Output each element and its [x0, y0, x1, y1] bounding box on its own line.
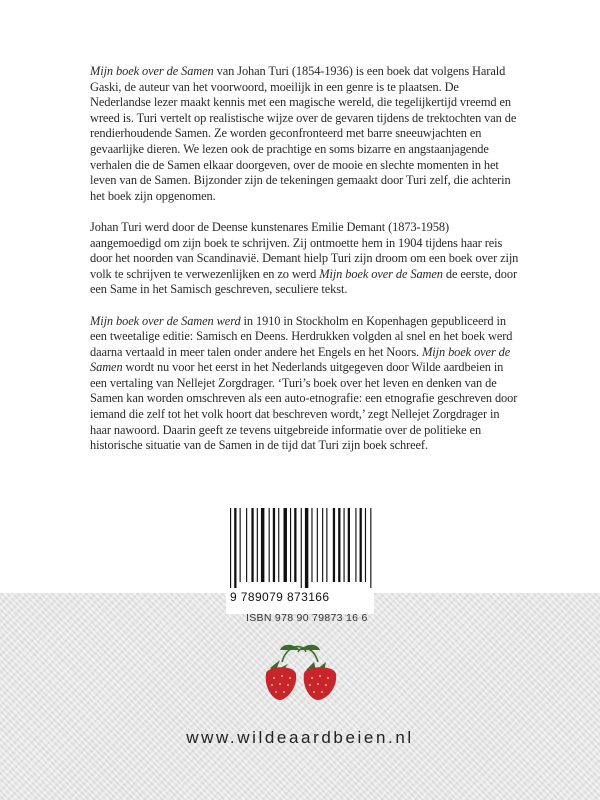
book-title: Mijn boek over de Samen werd: [90, 313, 241, 328]
paragraph: [90, 64, 520, 204]
body-text: [90, 64, 520, 469]
book-title: Mijn boek over de Samen: [90, 64, 214, 78]
book-title: Mijn boek over de Samen: [90, 344, 511, 375]
website-link[interactable]: www.wildeaardbeien.nl: [186, 728, 414, 747]
text-run: van Johan Turi (1854-1936) is een boek dat volgens Harald Gaski, de auteur van het voorwoord, moeilijk in een genre is te plaatsen. De Nederlandse lezer maakt kennis met een magische wereld, die tegelijkertijd vreemd en wreed is. Turi vertelt op realistische wijze over de gevaren tijdens de trektochten van de rendierhoudende Samen. Ze worden geconfronteerd met barre sneeuwjachten en gevaarlijke dieren. We lezen ook de prachtige en soms bizarre en angstaanjagende verhalen die de Samen elkaar doorgeven, over de mooie en slechte momenten in het leven van de Samen. Bijzonder zijn de tekeningen gemaakt door Turi zelf, die achterin het boek zijn opgenomen.: [90, 64, 517, 203]
paragraph: [90, 220, 520, 298]
text-run: in 1910 in Stockholm en Kopenhagen gepubliceerd in een tweetalige editie: Samisch en Deens. Herdrukken volgden al snel en het boek werd daarna vertaald in meer talen onder andere het Engels en het Noors.: [90, 313, 513, 359]
text-run: wordt nu voor het eerst in het Nederlands uitgegeven door Wilde aardbeien in een vertaling van Nellejet Zorgdrager. ‘Turi’s boek over het leven en denken van de Samen kan worden omschreven als een auto-etnografie: een etnografie geschreven door iemand die zelf tot het volk hoort dat beschreven wordt,’ zegt Nellejet Zorgdrager in haar nawoord. Daarin geeft ze tevens uitgebreide informatie over de politieke en historische situatie van de Samen in de tijd dat Turi zijn boek schreef.: [90, 360, 518, 453]
barcode-bars: [226, 508, 374, 588]
text-run: de eerste, door een Same in het Samisch geschreven, seculiere tekst.: [90, 266, 517, 297]
book-title: Mijn boek over de Samen: [319, 266, 443, 281]
barcode-digits: 9 789079 873166: [230, 590, 330, 604]
paragraph: [90, 314, 520, 454]
isbn: ISBN 978 90 79873 16 6: [246, 612, 368, 624]
strawberry-icon: [252, 640, 348, 709]
text-run: Johan Turi werd door de Deense kunstenares Emilie Demant (1873-1958) aangemoedigd om zijn boek te schrijven. Zij ontmoette hem in 1904 tijdens haar reis door het noorden van Scandinavië. Demant hielp Turi zijn droom om een boek over zijn volk te schrijven te verwezenlijken en zo werd: [90, 219, 519, 281]
